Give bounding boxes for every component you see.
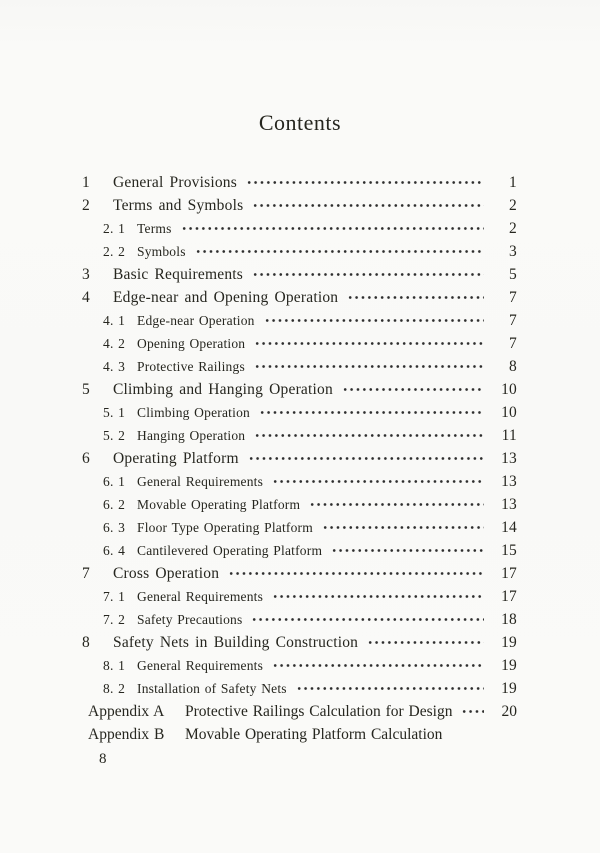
- toc-entry-number: 2: [82, 196, 90, 214]
- toc-entry-title: Symbols: [137, 243, 186, 259]
- toc-entry-title: Edge-near and Opening Operation: [113, 288, 339, 306]
- toc-entry-number: 4. 3: [103, 358, 126, 374]
- toc-entry-page: 13: [501, 495, 517, 513]
- toc-entry-number: 7: [82, 564, 90, 582]
- toc-entry: [0, 608, 600, 631]
- toc-entry: [0, 217, 600, 240]
- toc-entry-number: 6. 1: [103, 473, 126, 489]
- toc-entry-title: Movable Operating Platform Calculation: [185, 725, 443, 743]
- toc-entry: [0, 447, 600, 470]
- toc-entry-title: Hanging Operation: [137, 427, 246, 443]
- toc-entry: [0, 493, 600, 516]
- toc-entry: [0, 378, 600, 401]
- toc-entry: [0, 240, 600, 263]
- toc-entry-title: Terms and Symbols: [113, 196, 244, 214]
- toc-entry-page: 19: [501, 633, 517, 651]
- toc-entry-title: Terms: [137, 220, 172, 236]
- toc-entry: [0, 700, 600, 723]
- footer-page-number: 8: [99, 751, 107, 767]
- toc-entry: [0, 723, 600, 746]
- toc-entry: [0, 401, 600, 424]
- toc-entry-number: 8. 1: [103, 657, 126, 673]
- toc-entry-page: 15: [501, 541, 517, 559]
- toc-entry-number: 6: [82, 449, 90, 467]
- dot-leader: [252, 202, 484, 209]
- dot-leader: [331, 547, 484, 554]
- toc-entry: [0, 631, 600, 654]
- dot-leader: [254, 363, 484, 370]
- toc-entry-page: 17: [501, 564, 517, 582]
- toc-entry-page: 10: [501, 380, 517, 398]
- dot-leader: [264, 317, 484, 324]
- toc-entry-number: Appendix A: [88, 702, 165, 720]
- dot-leader: [272, 662, 484, 669]
- toc-entry: [0, 424, 600, 447]
- toc-entry-page: 14: [501, 518, 517, 536]
- toc-entry-page: 8: [509, 357, 517, 375]
- dot-leader: [246, 179, 484, 186]
- dot-leader: [272, 593, 484, 600]
- toc-entry: [0, 263, 600, 286]
- toc-entry: [0, 562, 600, 585]
- toc-entry-number: 5. 1: [103, 404, 126, 420]
- toc-entry-title: Cantilevered Operating Platform: [137, 542, 323, 558]
- toc-entry: [0, 654, 600, 677]
- toc-entry: [0, 286, 600, 309]
- toc-entry-page: 18: [501, 610, 517, 628]
- toc-entry-title: Basic Requirements: [113, 265, 244, 283]
- toc-entry-title: Floor Type Operating Platform: [137, 519, 313, 535]
- toc-entry-title: Climbing Operation: [137, 404, 250, 420]
- toc-entry-number: 6. 4: [103, 542, 126, 558]
- toc-entry-page: 2: [509, 196, 517, 214]
- toc-entry-title: Operating Platform: [113, 449, 239, 467]
- dot-leader: [296, 685, 484, 692]
- toc-entry-title: Opening Operation: [137, 335, 246, 351]
- toc-entry-number: 2. 1: [103, 220, 126, 236]
- toc-entry-title: Protective Railings: [137, 358, 245, 374]
- toc-entry-number: 5: [82, 380, 90, 398]
- toc-entry-title: General Provisions: [113, 173, 237, 191]
- toc-entry: [0, 677, 600, 700]
- dot-leader: [252, 271, 484, 278]
- toc-entry-number: 6. 3: [103, 519, 126, 535]
- toc-entry-page: 7: [509, 288, 517, 306]
- dot-leader: [195, 248, 484, 255]
- toc-entry-number: 2. 2: [103, 243, 126, 259]
- dot-leader: [251, 616, 484, 623]
- toc-entry-title: Movable Operating Platform: [137, 496, 301, 512]
- toc-entry-page: 13: [501, 472, 517, 490]
- toc-entry-title: General Requirements: [137, 657, 264, 673]
- toc-entry-title: Edge-near Operation: [137, 312, 255, 328]
- toc-entry: [0, 171, 600, 194]
- toc-entry-title: Protective Railings Calculation for Design: [185, 702, 453, 720]
- dot-leader: [461, 708, 484, 715]
- toc-entry-number: 6. 2: [103, 496, 126, 512]
- toc-entry-number: 4. 2: [103, 335, 126, 351]
- toc-entry-number: Appendix B: [88, 725, 165, 743]
- dot-leader: [248, 455, 484, 462]
- toc-entry-page: 20: [501, 702, 517, 720]
- toc-entry-title: Safety Precautions: [137, 611, 243, 627]
- toc-entry: [0, 585, 600, 608]
- dot-leader: [259, 409, 484, 416]
- toc-entry-number: 4: [82, 288, 90, 306]
- toc-entry-title: Installation of Safety Nets: [137, 680, 287, 696]
- toc-entry-page: 17: [501, 587, 517, 605]
- toc-entry-number: 7. 1: [103, 588, 126, 604]
- dot-leader: [228, 570, 484, 577]
- toc-entry: [0, 332, 600, 355]
- toc-entry: [0, 470, 600, 493]
- toc-entry-page: 1: [509, 173, 517, 191]
- dot-leader: [254, 432, 484, 439]
- table-of-contents: [0, 171, 600, 746]
- toc-entry-page: 19: [501, 656, 517, 674]
- toc-entry-page: 7: [509, 334, 517, 352]
- toc-entry-title: General Requirements: [137, 588, 264, 604]
- toc-entry: [0, 539, 600, 562]
- toc-entry-number: 3: [82, 265, 90, 283]
- dot-leader: [309, 501, 484, 508]
- toc-entry-number: 7. 2: [103, 611, 126, 627]
- toc-entry-page: 11: [501, 426, 517, 444]
- toc-entry-page: 2: [509, 219, 517, 237]
- dot-leader: [254, 340, 484, 347]
- toc-entry-title: Safety Nets in Building Construction: [113, 633, 359, 651]
- toc-entry-number: 1: [82, 173, 90, 191]
- toc-entry-page: 5: [509, 265, 517, 283]
- toc-entry-title: Climbing and Hanging Operation: [113, 380, 333, 398]
- toc-entry: [0, 194, 600, 217]
- toc-entry: [0, 516, 600, 539]
- dot-leader: [272, 478, 484, 485]
- toc-entry-page: 10: [501, 403, 517, 421]
- toc-entry-title: General Requirements: [137, 473, 264, 489]
- dot-leader: [347, 294, 484, 301]
- toc-entry-page: 7: [509, 311, 517, 329]
- toc-entry-page: 13: [501, 449, 517, 467]
- toc-entry-number: 4. 1: [103, 312, 126, 328]
- dot-leader: [342, 386, 484, 393]
- page-title: Contents: [258, 110, 342, 135]
- dot-leader: [181, 225, 484, 232]
- dot-leader: [322, 524, 484, 531]
- toc-entry-title: Cross Operation: [113, 564, 220, 582]
- toc-entry-number: 5. 2: [103, 427, 126, 443]
- toc-entry-number: 8. 2: [103, 680, 126, 696]
- toc-entry: [0, 309, 600, 332]
- dot-leader: [367, 639, 484, 646]
- toc-entry-page: 3: [509, 242, 517, 260]
- toc-entry-page: 19: [501, 679, 517, 697]
- toc-entry: [0, 355, 600, 378]
- toc-entry-number: 8: [82, 633, 90, 651]
